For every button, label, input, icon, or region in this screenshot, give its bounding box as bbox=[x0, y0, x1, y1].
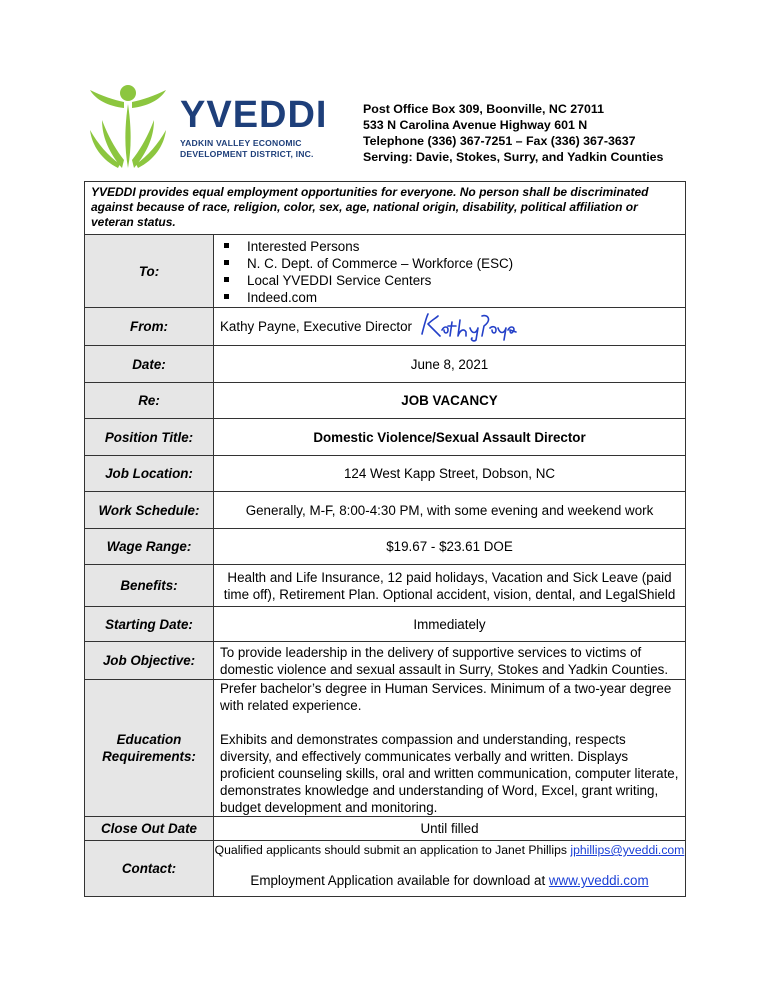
yveddi-logo bbox=[88, 84, 328, 170]
work-schedule-label: Work Schedule: bbox=[85, 492, 214, 529]
job-objective-label: Job Objective: bbox=[85, 642, 214, 680]
date-label: Date: bbox=[85, 346, 214, 383]
job-posting-table bbox=[84, 181, 686, 897]
starting-date-value: Immediately bbox=[214, 607, 686, 642]
position-title-label: Position Title: bbox=[85, 419, 214, 456]
re-value: JOB VACANCY bbox=[214, 383, 686, 419]
service-area-line: Serving: Davie, Stokes, Surry, and Yadkin Counties bbox=[363, 150, 664, 164]
to-label: To: bbox=[85, 235, 214, 308]
education-degree-text: Prefer bachelor’s degree in Human Services. Minimum of a two-year degree with related experience. bbox=[220, 681, 672, 713]
contact-value bbox=[214, 841, 686, 897]
job-objective-value: To provide leadership in the delivery of supportive services to victims of domestic violence and sexual assault in Surry, Stokes and Yadkin Counties. bbox=[214, 642, 686, 680]
starting-date-label: Starting Date: bbox=[85, 607, 214, 642]
re-label: Re: bbox=[85, 383, 214, 419]
logo-wordmark: YVEDDI bbox=[180, 94, 328, 136]
recipient-item: N. C. Dept. of Commerce – Workforce (ESC) bbox=[224, 255, 685, 272]
contact-email-link[interactable]: jphillips@yveddi.com bbox=[570, 843, 685, 857]
date-value: June 8, 2021 bbox=[214, 346, 686, 383]
wage-range-label: Wage Range: bbox=[85, 529, 214, 565]
eeo-notice: YVEDDI provides equal employment opportunities for everyone. No person shall be discriminated against because of race, religion, color, sex, age, national origin, disability, political affiliation or veteran status. bbox=[85, 182, 686, 235]
to-recipients bbox=[214, 235, 686, 308]
phone-line: Telephone (336) 367-7251 – Fax (336) 367-3637 bbox=[363, 134, 636, 148]
education-label: Education Requirements: bbox=[85, 680, 214, 817]
contact-label: Contact: bbox=[85, 841, 214, 897]
job-location-value: 124 West Kapp Street, Dobson, NC bbox=[214, 456, 686, 492]
education-skills-text: Exhibits and demonstrates compassion and understanding, respects diversity, and effectively communicates verbally and written. Displays proficient counseling skills, oral and written communication, computer literate, demonstrates knowledge and understanding of Word, Excel, grant writing, budget development and monitoring. bbox=[220, 732, 679, 815]
work-schedule-value: Generally, M-F, 8:00-4:30 PM, with some evening and weekend work bbox=[214, 492, 686, 529]
close-out-date-label: Close Out Date bbox=[85, 817, 214, 841]
education-value bbox=[214, 680, 686, 817]
signature-image bbox=[418, 312, 518, 342]
address-line: Post Office Box 309, Boonville, NC 27011 bbox=[363, 102, 605, 116]
recipient-item: Indeed.com bbox=[224, 289, 685, 306]
application-download-text: Employment Application available for download at bbox=[250, 873, 549, 888]
logo-figure-icon bbox=[88, 84, 178, 170]
job-location-label: Job Location: bbox=[85, 456, 214, 492]
address-line: 533 N Carolina Avenue Highway 601 N bbox=[363, 118, 588, 132]
close-out-date-value: Until filled bbox=[214, 817, 686, 841]
sender-name: Kathy Payne, Executive Director bbox=[220, 319, 413, 334]
recipient-item: Local YVEDDI Service Centers bbox=[224, 272, 685, 289]
from-label: From: bbox=[85, 308, 214, 346]
address-block bbox=[363, 101, 663, 165]
website-link[interactable]: www.yveddi.com bbox=[548, 873, 649, 888]
benefits-value: Health and Life Insurance, 12 paid holidays, Vacation and Sick Leave (paid time off), Retirement Plan. Optional accident, vision, dental, and LegalShield bbox=[214, 565, 686, 607]
from-value bbox=[214, 308, 686, 346]
position-title-value: Domestic Violence/Sexual Assault Director bbox=[214, 419, 686, 456]
benefits-label: Benefits: bbox=[85, 565, 214, 607]
contact-instruction: Qualified applicants should submit an application to Janet Phillips bbox=[214, 843, 571, 857]
logo-subtitle: YADKIN VALLEY ECONOMIC DEVELOPMENT DISTRICT, INC. bbox=[180, 138, 314, 159]
recipient-item: Interested Persons bbox=[224, 238, 685, 255]
wage-range-value: $19.67 - $23.61 DOE bbox=[214, 529, 686, 565]
